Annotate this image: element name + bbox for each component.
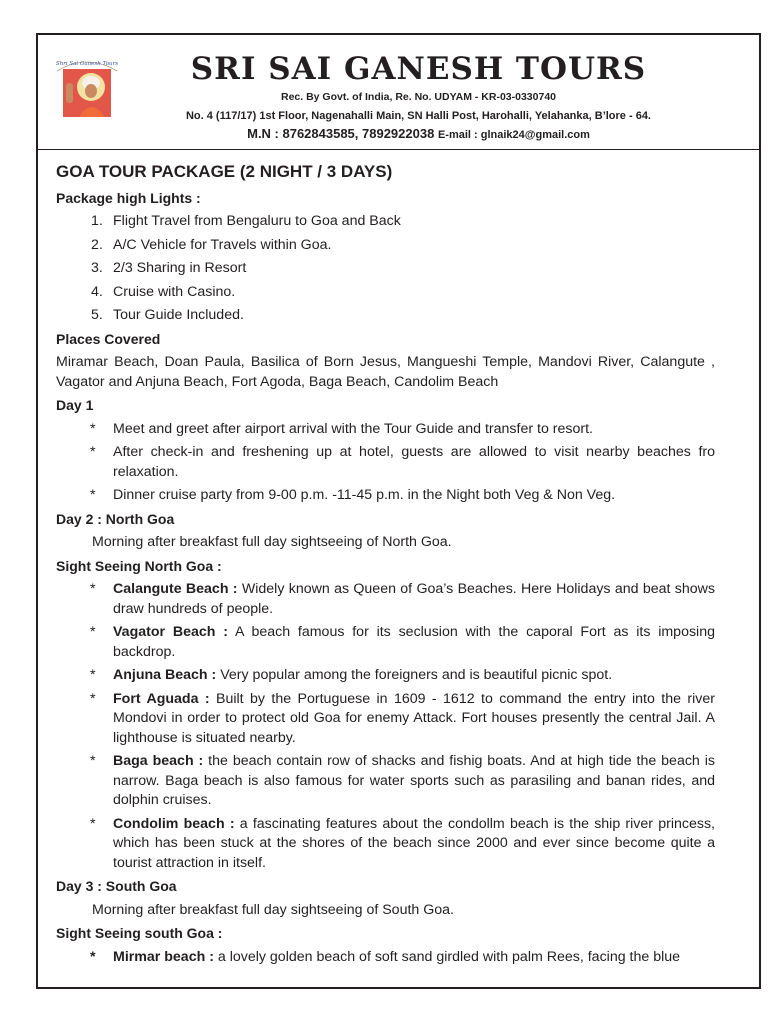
day3-heading: Day 3 : South Goa [56, 878, 177, 894]
letterhead [38, 35, 759, 150]
list-item: * Condolim beach : a fascinating features about the condollm beach is the ship river princess, which has been stuck at the shores of the beach since 2000 and ever since become quite a tourist attraction in itself. [90, 815, 715, 871]
email-address: E-mail : glnaik24@gmail.com [437, 129, 590, 141]
highlights-list [56, 212, 715, 326]
document-body [56, 162, 715, 971]
list-item: * Mirmar beach : a lovely golden beach of soft sand girdled with palm Rees, facing the blue [90, 948, 681, 965]
list-item: 1. Flight Travel from Bengaluru to Goa and Back [91, 213, 401, 229]
list-item: * Vagator Beach : A beach famous for its seclusion with the caporal Fort as its imposing backdrop. [90, 624, 715, 660]
list-item: * After check-in and freshening up at hotel, guests are allowed to visit nearby beaches fro relaxation. [90, 444, 715, 480]
svg-text:Shri Sai Ganesh Tours: Shri Sai Ganesh Tours [55, 61, 119, 67]
company-name: SRI SAI GANESH TOURS [190, 51, 647, 87]
package-title: GOA TOUR PACKAGE (2 NIGHT / 3 DAYS) [56, 162, 393, 181]
list-item: 4. Cruise with Casino. [91, 283, 236, 300]
places-heading: Places Covered [56, 330, 161, 347]
day1-heading: Day 1 [56, 397, 94, 413]
list-item: * Baga beach : the beach contain row of shacks and fishig boats. And at high tide the beach is narrow. Baga beach is also famous for water sports such as parasiling and banan rides, and dolphin cruises. [90, 753, 715, 808]
list-item: * Fort Aguada : Built by the Portuguese in 1609 - 1612 to command the entry into the river Mondovi in order to protect old Goa for enemy Attack. Fort houses presently the central Jail. A lighthouse is situated nearby. [90, 690, 715, 746]
day3-text: Morning after breakfast full day sightseeing of South Goa. [92, 901, 454, 918]
day2-text: Morning after breakfast full day sightseeing of North Goa. [92, 534, 452, 550]
page-frame [36, 33, 761, 989]
places-text: Miramar Beach, Doan Paula, Basilica of Born Jesus, Mangueshi Temple, Mandovi River, Calangute , Vagator and Anjuna Beach, Fort Agoda, Baga Beach, Candolim Beach [56, 354, 715, 390]
contact-line [38, 126, 759, 141]
south-goa-heading: Sight Seeing south Goa : [56, 925, 223, 941]
list-item: * Meet and greet after airport arrival with the Tour Guide and transfer to resort. [90, 420, 593, 437]
list-item: * Anjuna Beach : Very popular among the foreigners and is beautiful picnic spot. [90, 667, 613, 683]
day2-heading: Day 2 : North Goa [56, 510, 175, 527]
list-item: 2. A/C Vehicle for Travels within Goa. [91, 236, 332, 253]
registration-line: Rec. By Govt. of India, Re. No. UDYAM - KR-03-0330740 [280, 91, 557, 103]
mobile-numbers: M.N : 8762843585, 7892922038 [247, 126, 435, 141]
list-item: * Dinner cruise party from 9-00 p.m. -11-45 p.m. in the Night both Veg & Non Veg. [90, 487, 616, 503]
list-item: * Calangute Beach : Widely known as Queen of Goa’s Beaches. Here Holidays and beat shows draw hundreds of people. [90, 581, 715, 617]
address-line: No. 4 (117/17) 1st Floor, Nagenahalli Main, SN Halli Post, Harohalli, Yelahanka, B’lore - 64. [185, 110, 651, 122]
list-item: 3. 2/3 Sharing in Resort [91, 260, 247, 276]
highlights-heading: Package high Lights : [56, 189, 201, 206]
list-item: 5. Tour Guide Included. [91, 307, 244, 323]
north-goa-heading: Sight Seeing North Goa : [56, 557, 222, 574]
